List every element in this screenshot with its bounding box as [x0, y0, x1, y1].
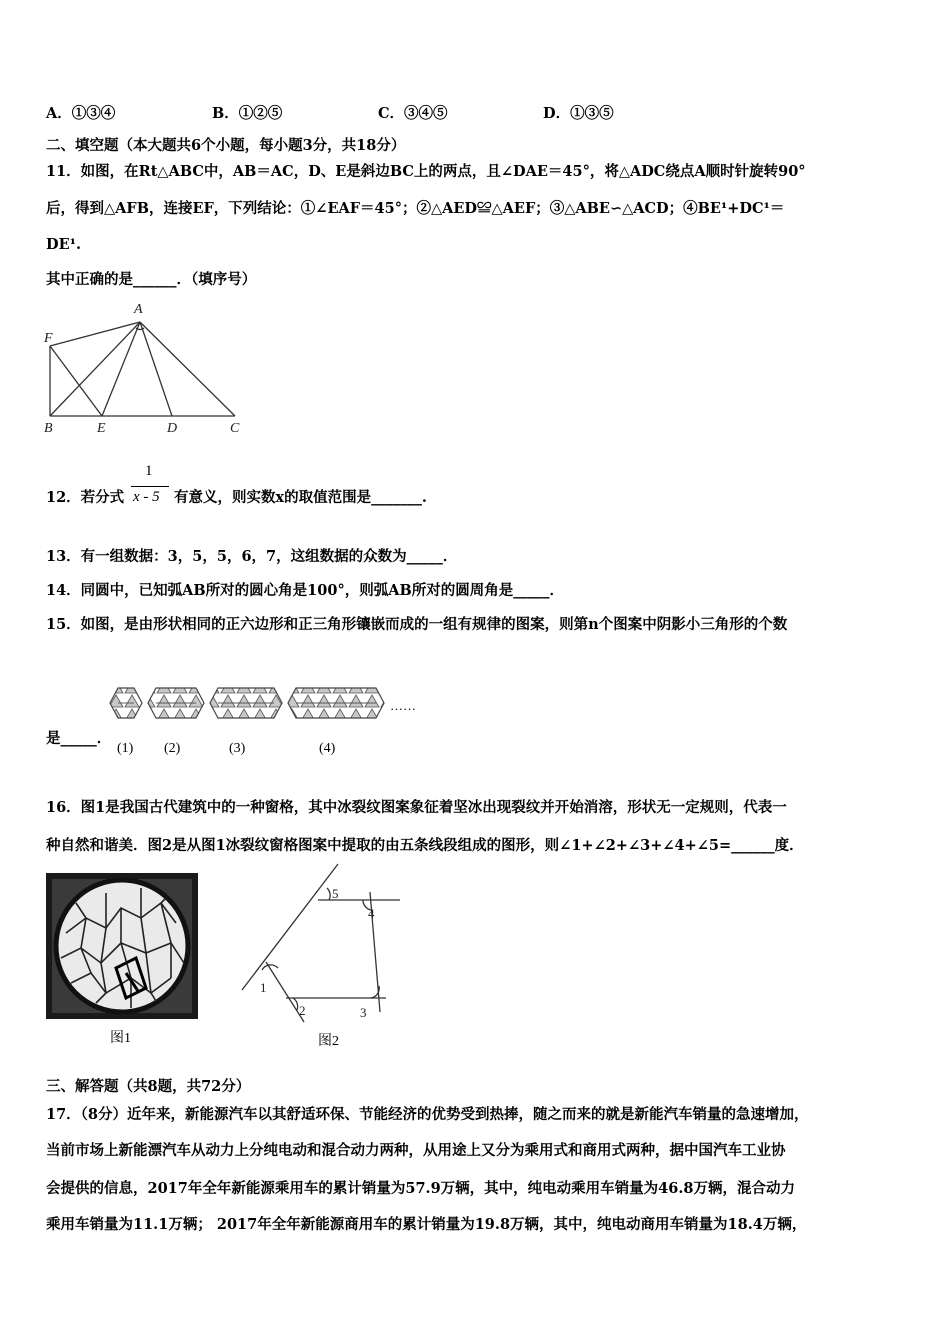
q11-line-1: 11．如图，在Rt△ABC中，AB＝AC，D、E是斜边BC上的两点，且∠DAE＝45°，将△ADC绕点A顺时针旋转90° [46, 163, 806, 180]
window-lattice-figure [46, 873, 198, 1021]
option-b: B．①②⑤ [212, 105, 283, 122]
angle-label-5: 5 [332, 886, 339, 901]
pattern-caption-3: (3) [229, 741, 246, 756]
label-e: E [97, 421, 106, 436]
q17-line-3: 会提供的信息，2017年全年新能源乘用车的累计销量为57.9万辆，其中，纯电动乘用车销量为46.8万辆，混合动力 [46, 1180, 795, 1197]
label-a: A [134, 302, 143, 317]
q12-prefix: 12．若分式 [46, 489, 125, 506]
q15-hexagon-patterns [108, 680, 428, 740]
option-a: A．①③④ [46, 105, 116, 122]
angle-label-3: 3 [360, 1005, 367, 1020]
q17-line-4: 乘用车销量为11.1万辆； 2017年全年新能源商用车的累计销量为19.8万辆，其中，纯电动商用车销量为18.4万辆， [46, 1216, 807, 1233]
q11-triangle-figure [40, 298, 250, 438]
q16-line-2: 种自然和谐美．图2是从图1冰裂纹窗格图案中提取的由五条线段组成的图形，则∠1+∠2+∠3+∠4+∠5=______度． [46, 837, 804, 854]
q15-line-2: 是_____． [46, 730, 112, 747]
q17-line-1: 17．（8分）近年来，新能源汽车以其舒适环保、节能经济的优势受到热捧，随之而来的就是新能汽车销量的急速增加， [46, 1106, 809, 1123]
figure-2-caption: 图2 [318, 1034, 339, 1049]
q11-line-4: 其中正确的是______．（填序号） [46, 271, 257, 288]
option-c: C．③④⑤ [378, 105, 448, 122]
q15-line-1: 15．如图，是由形状相同的正六边形和正三角形镶嵌而成的一组有规律的图案，则第n个图案中阴影小三角形的个数 [46, 616, 788, 633]
section-3-title: 三、解答题（共8题，共72分） [46, 1078, 251, 1095]
label-c: C [230, 421, 240, 436]
pattern-ellipsis: …… [390, 698, 416, 713]
label-d: D [167, 421, 178, 436]
q12-numerator: 1 [145, 463, 153, 479]
q12-suffix: 有意义，则实数x的取值范围是_______. [174, 489, 427, 506]
q11-line-3: DE¹. [46, 236, 82, 253]
angle-label-2: 2 [299, 1003, 306, 1018]
label-b: B [44, 421, 53, 436]
q13: 13．有一组数据：3，5，5，6，7，这组数据的众数为_____． [46, 548, 458, 565]
angle-label-4: 4 [368, 906, 375, 921]
q11-line-2: 后，得到△AFB，连接EF，下列结论：①∠EAF＝45°；②△AED≌△AEF；③△ABE∽△ACD；④BE¹+DC¹＝ [46, 200, 785, 217]
pattern-caption-4: (4) [319, 741, 336, 756]
angle-label-1: 1 [260, 980, 267, 995]
q12-denominator: x - 5 [133, 489, 160, 505]
figure-1-caption: 图1 [110, 1031, 131, 1046]
angle-figure-2 [238, 862, 408, 1032]
pattern-caption-1: (1) [117, 741, 134, 756]
q17-line-2: 当前市场上新能漂汽车从动力上分纯电动和混合动力两种，从用途上又分为乘用式和商用式两种，据中国汽车工业协 [46, 1142, 786, 1159]
option-d: D．①③⑤ [543, 105, 614, 122]
fraction-bar [131, 486, 169, 487]
label-f: F [44, 331, 53, 346]
q14: 14．同圆中，已知弧AB所对的圆心角是100°，则弧AB所对的圆周角是_____． [46, 582, 564, 599]
pattern-caption-2: (2) [164, 741, 181, 756]
q16-line-1: 16．图1是我国古代建筑中的一种窗格，其中冰裂纹图案象征着坚冰出现裂纹并开始消溶，形状无一定规则，代表一 [46, 799, 787, 816]
section-2-title: 二、填空题（本大题共6个小题，每小题3分，共18分） [46, 137, 406, 154]
